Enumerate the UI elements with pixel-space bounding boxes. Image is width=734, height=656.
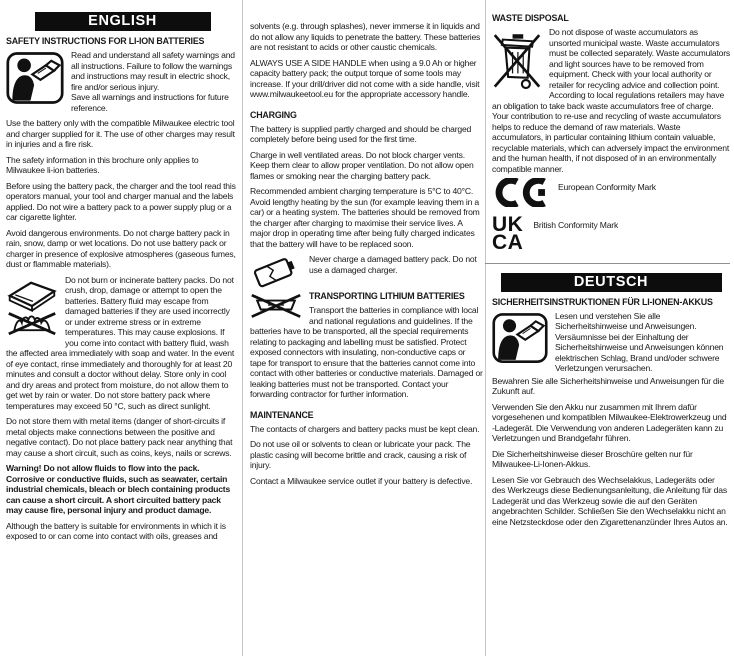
waste-disposal-text: Do not dispose of waste accumulators as unsorted municipal waste. Waste accumulators must be collected separately. Waste accumulators and light sources have to be removed from equipment. Check with your local authority or retailer for recycling advice and collection point. According to local regulations retailers may have an obligation to take back waste accumulators free of charge. Your contribution to re-use and recycling of waste accumulators helps to reduce the demand of raw materials. Waste accumulators, in particular containing lithium contain valuable, recyclable materials, which can adversely impact the environment and the human health, if not disposed of in an environmentally compatible manner. [492, 27, 730, 174]
paragraph-before-using: Before using the battery pack, the charger and the tool read this operators manual, your tool and charger manual and the labels applied. Do not wire a battery pack to a power supply plug or a car cigarette lighter. [6, 180, 236, 222]
paragraph-never-charge-damaged [250, 254, 483, 275]
ukca-line-ca: CA [492, 231, 524, 254]
paragraph-although: Although the battery is suitable for environments in which it is exposed to or can come into contact with oils, greases and [6, 520, 226, 541]
lesen-text: Lesen und verstehen Sie alle Sicherheitshinweise und Anweisungen. Versäumnisse bei der Einhaltung der Sicherheitshinweise und Anweisungen können elektrischen Schlag, Brand und/oder schwere Verletzungen verursachen. [555, 310, 724, 373]
language-header-deutsch: DEUTSCH [501, 273, 722, 292]
paragraph-save-warnings: Save all warnings and instructions for future reference. [71, 92, 229, 113]
never-charge-text: Never charge a damaged battery pack. Do not use a damaged charger. [309, 254, 477, 275]
paragraph-ventilated: Charge in well ventilated areas. Do not block charger vents. Keep them clear to allow proper ventilation. Do not allow open flames or smoking near the charging battery pack. [250, 149, 474, 181]
paragraph-charging-temperature: Recommended ambient charging temperature is 5°C to 40°C. Avoid lengthy heating by the sun (for example leaving them in a car) or a heating system. The batteries should be removed from the charger after charging to maximise their service lives. A major drop in operating time after being fully charged indicates that the battery will have to be replaced soon. [250, 186, 480, 249]
paragraph-avoid-environments: Avoid dangerous environments. Do not charge battery pack in rain, snow, damp or wet locations. Do not use battery pack or charger in presence of explosive atmospheres (gaseous fumes, dust or flammable materials). [6, 227, 236, 269]
paragraph-use-battery: Use the battery only with the compatible Milwaukee electric tool and charger supplied for it. The use of other charges may result in injuries and a fire risk. [6, 118, 235, 149]
paragraph-contacts-clean: The contacts of chargers and battery packs must be kept clean. [250, 423, 480, 434]
do-not-burn-battery-icon [6, 276, 58, 339]
read-manual-icon [492, 312, 548, 367]
crossed-out-wheelie-bin-icon [492, 28, 542, 95]
paragraph-lesen [492, 311, 730, 374]
read-manual-text: Read and understand all safety warnings and all instructions. Failure to follow the warnings and instructions may result in electric shock, fire and/or serious injury. [71, 50, 235, 92]
column-divider [242, 0, 243, 656]
paragraph-verwenden: Verwenden Sie den Akku nur zusammen mit Ihrem dafür vorgesehenen und kompatiblen Milwaukee-Elektrowerkzeug und -Ladegerät. Die Verwendung von anderen Ladegeräten kann zu Verletzungen und Brandgefahr führen. [492, 401, 727, 443]
paragraph-metal-items: Do not store them with metal items (danger of short-circuits if metal objects make connections between the positive and negative contact). Do not place battery pack near anything that may cause a short circuit, such as coins, keys, nails or screws. [6, 416, 233, 458]
do-not-charge-damaged-battery-icon [250, 255, 302, 324]
section-title-safety-instructions: SAFETY INSTRUCTIONS FOR LI-ION BATTERIES [6, 36, 205, 46]
section-divider [485, 263, 730, 264]
paragraph-service-outlet: Contact a Milwaukee service outlet if your battery is defective. [250, 475, 473, 486]
ukca-mark-row [492, 212, 730, 254]
paragraph-supplied-charged: The battery is supplied partly charged and should be charged completely before being used for the first time. [250, 123, 472, 144]
paragraph-warning-fluids: Warning! Do not allow fluids to flow into the pack. Corrosive or conductive fluids, such as seawater, certain industrial chemicals, bleach or blech containing products can cause a short circuit. A short circuited battery pack may cause fire, personal injury and product damage. [6, 463, 231, 515]
paragraph-waste-disposal [492, 27, 730, 174]
ce-mark-row [492, 178, 730, 210]
paragraph-read-manual [6, 50, 239, 92]
heading-transporting: TRANSPORTING LITHIUM BATTERIES [309, 291, 465, 301]
section-title-sicherheitsinstruktionen: SICHERHEITSINSTRUKTIONEN FÜR LI-IONEN-AKKUS [492, 296, 713, 307]
do-not-burn-text: Do not burn or incinerate battery packs. Do not crush, drop, damage or attempt to open the batteries. Battery fluid may escape from damaged batteries if they are used incorrectly or under extreme stress or in extreme temperatures. This may cause explosions. If you come into contact with battery fluid, wash the affected area immediately with soap and water. In the event of eye contact, rinse immediately and thoroughly for at least 20 minutes and consult a doctor without delay. Store only in cool and dry areas and protect from moisture, do not allow them to get wet by rain or water. Do not store battery pack where temperatures may exceed 50 °C, such as direct sunlight. [6, 274, 235, 411]
ce-mark [492, 178, 548, 210]
ukca-mark-label: British Conformity Mark [533, 219, 619, 230]
language-header-english: ENGLISH [35, 12, 211, 31]
paragraph-do-not-burn [6, 275, 239, 412]
heading-waste-disposal: WASTE DISPOSAL [492, 13, 569, 23]
column-right [492, 8, 730, 532]
paragraph-lesen-vor-gebrauch: Lesen Sie vor Gebrauch des Wechselakkus, Ladegeräts oder des Werkzeugs diese Bedienungsanleitung, die Anleitung für das Ladegerät und das Werkzeug sowie die auf den Geräten angebrachten Schilder. Schließen Sie den Wechselakku nicht an eine Netzsteckdose oder den Zigarettenanzünder Ihres Autos an. [492, 474, 728, 527]
paragraph-no-oil: Do not use oil or solvents to clean or lubricate your pack. The plastic casing will become brittle and crack, causing a risk of injury. [250, 439, 471, 470]
paragraph-solvents: solvents (e.g. through splashes), never immerse it in liquids and do not allow any liquids to penetrate the battery. These batteries are not resistant to acids or other caustic chemicals. [250, 21, 481, 52]
column-divider [485, 0, 486, 656]
paragraph-bewahren: Bewahren Sie alle Sicherheitshinweise und Anweisungen für die Zukunft auf. [492, 375, 724, 396]
heading-charging: CHARGING [250, 109, 297, 120]
ce-mark-label: European Conformity Mark [558, 182, 656, 192]
ukca-line-uk: UK [492, 212, 524, 236]
paragraph-safety-info: The safety information in this brochure only applies to Milwaukee li-ion batteries. [6, 154, 199, 175]
heading-maintenance: MAINTENANCE [250, 409, 314, 420]
column-middle [250, 8, 483, 491]
ukca-mark [492, 212, 524, 254]
paragraph-transport: Transport the batteries in compliance with local and national regulations and guidelines. If the batteries have to be transported, all the special requirements relating to packaging and labelling must be satisfied. Protect exposed connectors with insulating, non-conductive caps or tape for transport to ensure that the batteries cannot come into contact with other batteries or conductive materials. Damaged or leaking batteries must not be transported. Contact your forwarding contractor for further information. [250, 305, 483, 399]
column-english [6, 8, 239, 547]
read-manual-icon [6, 51, 64, 108]
paragraph-sicherheitshinweise: Die Sicherheitshinweise dieser Broschüre gelten nur für Milwaukee-Li-Ionen-Akkus. [492, 448, 693, 469]
paragraph-side-handle: ALWAYS USE A SIDE HANDLE when using a 9.0 Ah or higher capacity battery pack; the output torque of some tools may increase. If your drill/driver did not come with a side handle, visit www.milwaukeetool.eu for the appropriate accessory handle. [250, 57, 480, 99]
